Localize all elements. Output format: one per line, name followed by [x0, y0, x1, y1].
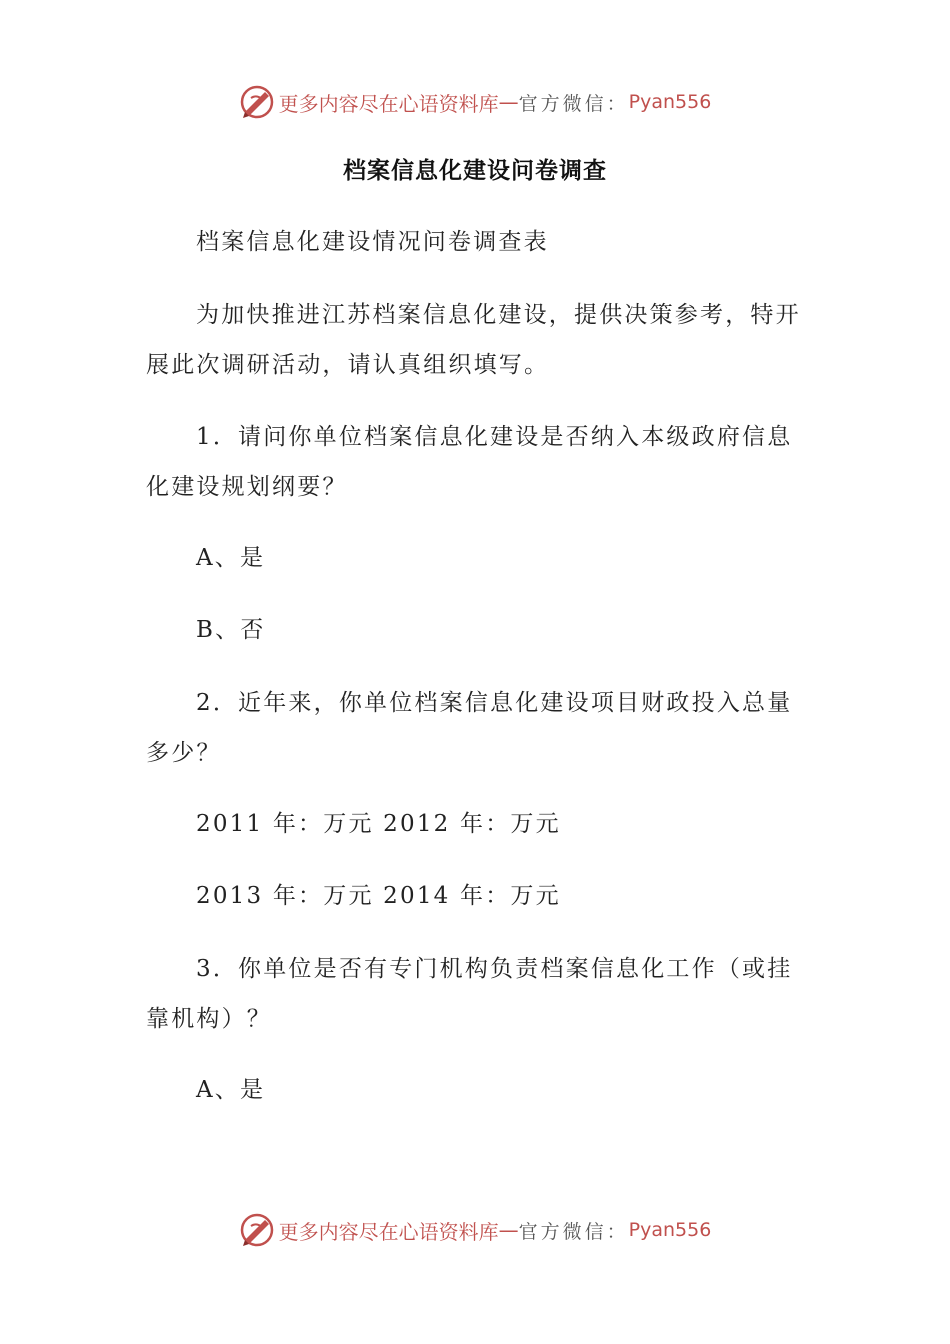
- pen-logo-icon: [239, 84, 275, 120]
- intro-paragraph: 为加快推进江苏档案信息化建设，提供决策参考，特开展此次调研活动，请认真组织填写。: [146, 302, 801, 378]
- q2-row-1: 2011 年：万元 2012 年：万元: [196, 811, 561, 837]
- q1-option-b: B、否: [196, 617, 266, 643]
- banner-wechat-id: Pyan556: [628, 1219, 712, 1241]
- banner-wechat-id: Pyan556: [628, 91, 712, 113]
- question-2: 2．近年来，你单位档案信息化建设项目财政投入总量多少？: [146, 690, 793, 766]
- document-subtitle: 档案信息化建设情况问卷调查表: [196, 229, 549, 255]
- banner-text: 更多内容尽在心语资料库: [278, 1219, 499, 1244]
- footer-banner: [0, 1208, 950, 1252]
- banner-dash: —: [498, 90, 519, 114]
- question-1: 1．请问你单位档案信息化建设是否纳入本级政府信息化建设规划纲要？: [146, 424, 793, 500]
- q3-option-a: A、是: [196, 1077, 266, 1103]
- pen-logo-icon: [239, 1212, 275, 1248]
- q1-option-a: A、是: [196, 545, 266, 571]
- banner-wechat-label: 官方微信：: [518, 92, 629, 115]
- banner-wechat-label: 官方微信：: [518, 1220, 629, 1243]
- banner-text: 更多内容尽在心语资料库: [278, 91, 499, 116]
- q2-row-2: 2013 年：万元 2014 年：万元: [196, 883, 561, 909]
- question-3: 3．你单位是否有专门机构负责档案信息化工作（或挂靠机构）？: [146, 956, 793, 1032]
- document-title: 档案信息化建设问卷调查: [343, 158, 607, 184]
- banner-dash: —: [498, 1218, 519, 1242]
- header-banner: [0, 80, 950, 124]
